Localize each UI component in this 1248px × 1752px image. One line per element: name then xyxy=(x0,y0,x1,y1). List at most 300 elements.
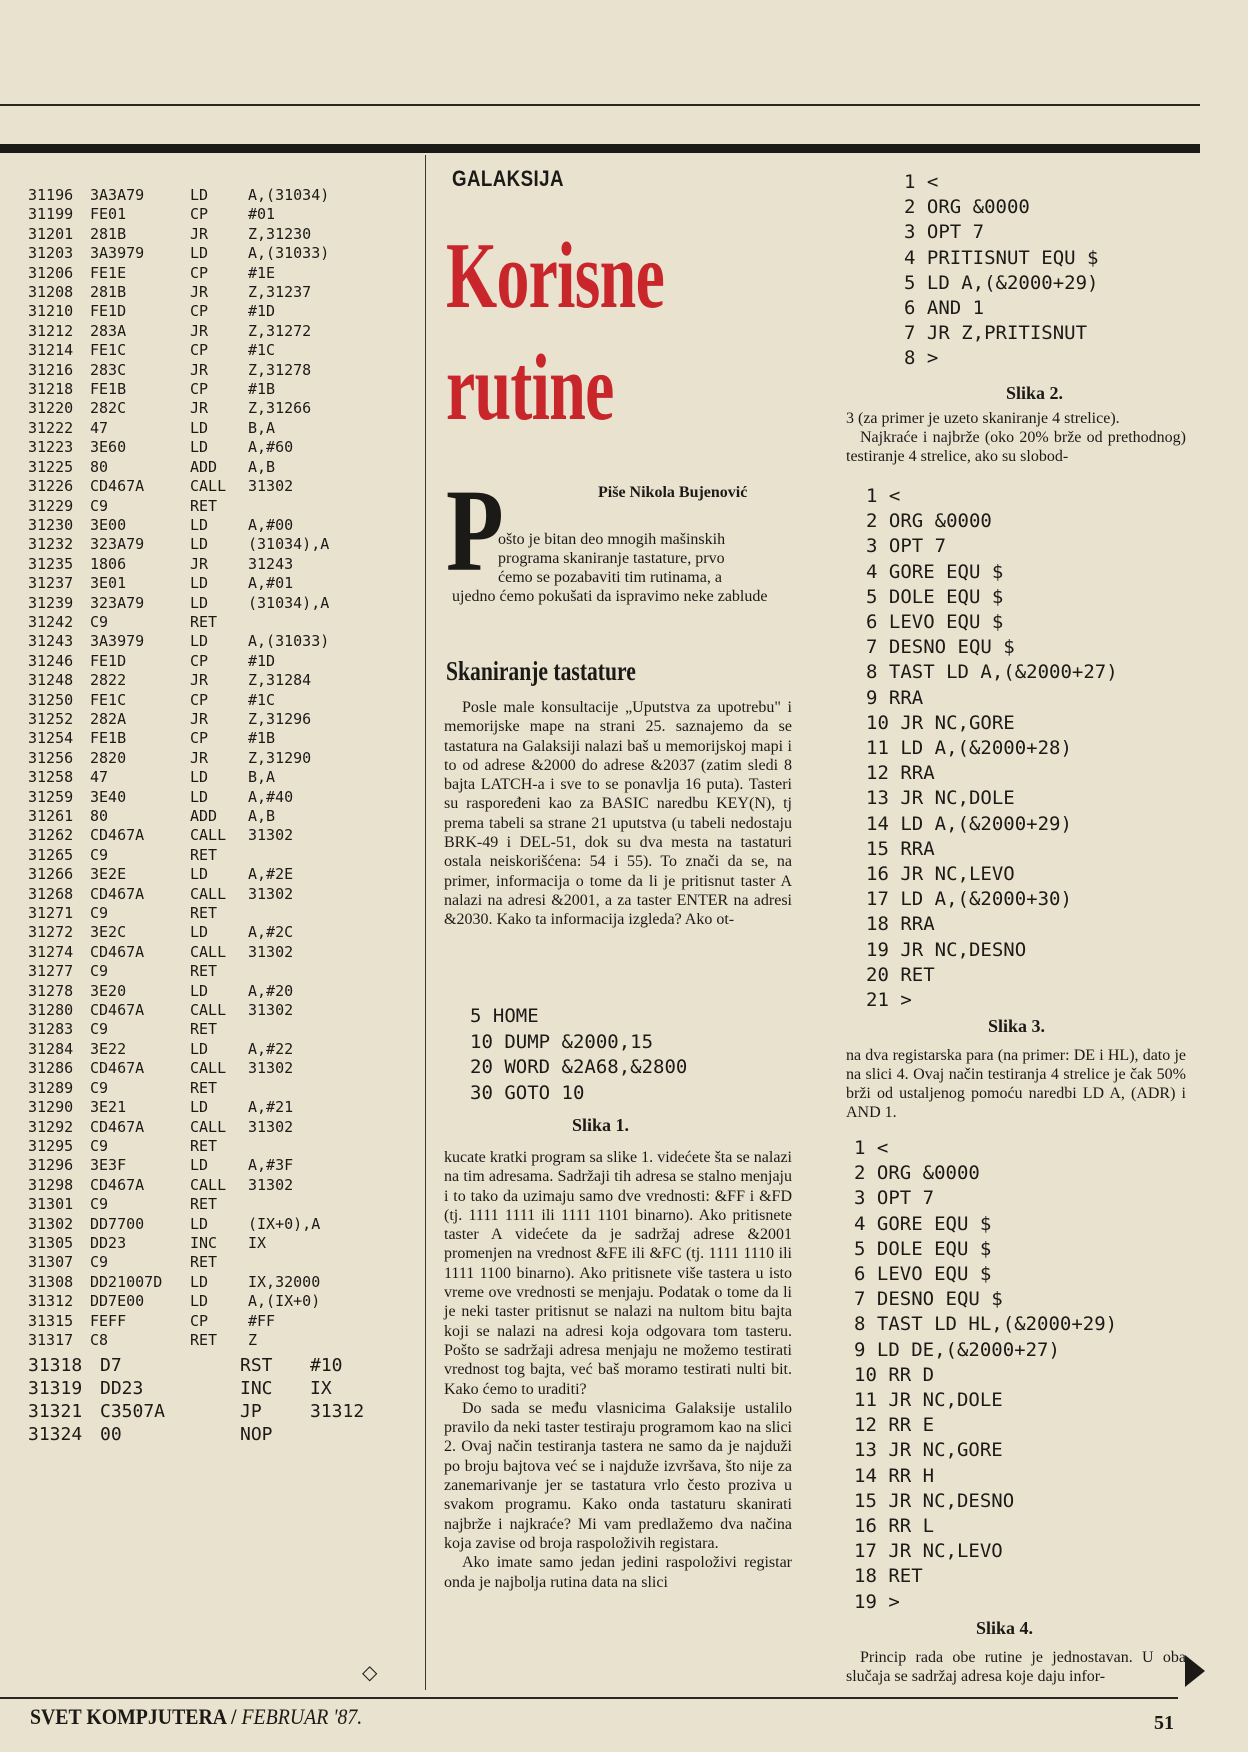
listing-operand: 31302 xyxy=(248,1059,294,1078)
listing-hex: 281B xyxy=(90,224,127,243)
listing-hex: FE01 xyxy=(90,205,127,224)
listing-operand: #1E xyxy=(248,263,276,282)
code-line: 11 JR NC,DOLE xyxy=(854,1389,1003,1412)
listing-hex: C9 xyxy=(90,612,109,631)
listing-hex: CD467A xyxy=(90,1001,145,1020)
listing-operand: 31302 xyxy=(248,826,294,845)
listing-hex: 3E3F xyxy=(90,1156,127,1175)
listing-hex: 3A3979 xyxy=(90,244,145,263)
listing-mnemonic: CP xyxy=(190,341,209,360)
continue-arrow-icon xyxy=(1185,1655,1205,1687)
listing-hex: DD23 xyxy=(90,1233,127,1252)
listing-address: 31296 xyxy=(28,1156,74,1175)
listing-operand: A,(31033) xyxy=(248,244,330,263)
listing-row xyxy=(28,691,418,710)
listing-row xyxy=(28,652,418,671)
listing-mnemonic: LD xyxy=(190,1292,209,1311)
listing-hex: FE1B xyxy=(90,729,127,748)
listing-operand xyxy=(248,846,398,865)
listing-mnemonic: LD xyxy=(190,923,209,942)
listing-mnemonic: JR xyxy=(190,554,209,573)
listing-row xyxy=(28,1040,418,1059)
code-line: 3 OPT 7 xyxy=(866,535,947,558)
listing-mnemonic: RET xyxy=(190,1253,218,1272)
code-line: 11 LD A,(&2000+28) xyxy=(866,737,1072,760)
listing-row xyxy=(28,729,418,748)
listing-mnemonic: CALL xyxy=(190,826,227,845)
listing-operand: 31243 xyxy=(248,554,294,573)
figure-caption-2: Slika 2. xyxy=(1006,383,1064,403)
listing-operand: 31302 xyxy=(248,1175,294,1194)
listing-row xyxy=(28,322,418,341)
code-line: 12 RR E xyxy=(854,1414,935,1437)
code-line: 18 RRA xyxy=(866,913,935,936)
listing-row xyxy=(28,1400,418,1423)
listing-row xyxy=(28,1195,418,1214)
listing-operand: 31312 xyxy=(310,1401,365,1422)
listing-address: 31206 xyxy=(28,263,74,282)
listing-row xyxy=(28,361,418,380)
listing-address: 31321 xyxy=(28,1401,83,1422)
listing-row xyxy=(28,1292,418,1311)
listing-operand: (31034),A xyxy=(248,593,330,612)
listing-row xyxy=(28,283,418,302)
listing-row xyxy=(28,885,418,904)
listing-operand: #1B xyxy=(248,729,276,748)
body-paragraph: Princip rada obe rutine je jednostavan. U oba slučaja se sadržaj adresa koje daju infor- xyxy=(846,1649,1186,1685)
listing-address: 31243 xyxy=(28,632,74,651)
listing-hex: 3E21 xyxy=(90,1098,127,1117)
figure-caption-1: Slika 1. xyxy=(572,1115,630,1135)
listing-mnemonic: CALL xyxy=(190,1175,227,1194)
listing-mnemonic: CP xyxy=(190,263,209,282)
listing-row xyxy=(28,749,418,768)
listing-hex: C9 xyxy=(90,1136,109,1155)
code-line: 5 LD A,(&2000+29) xyxy=(904,271,1099,294)
listing-row xyxy=(28,594,418,613)
listing-address: 31214 xyxy=(28,341,74,360)
listing-address: 31218 xyxy=(28,380,74,399)
listing-address: 31210 xyxy=(28,302,74,321)
listing-address: 31208 xyxy=(28,283,74,302)
listing-address: 31301 xyxy=(28,1195,74,1214)
code-line: 14 RR H xyxy=(854,1464,935,1487)
body-paragraph: kucate kratki program sa slike 1. videćete šta se nalazi na tim adresama. Sadržaji tih adresa se stalno menjaju i to tako da uzimaju samo dve vrednosti: &FF i &FD (tj. 1111 1111 ili 1111 1101 binarno). Ako pritisnete taster A videćete da je sadržaj adrese &2001 promenjen na vrednost &FE ili &FC (tj. 1111 1110 ili 1111 1100 binarno). Ako pritisnete više tastera u isto vreme ove vrednosti se menjaju. Podatak o tome da li je neki taster pritisnut se nalazi na nultom bitu bajta koji se nalazi na adresi koja odgovara tom tasteru. Pošto se sadržaji adresa menjaju ne možemo testirati vrednost tog bajta, već baš moramo testirati nulti bit. Kako ćemo to uraditi? xyxy=(444,1149,792,1398)
listing-mnemonic: CP xyxy=(190,729,209,748)
code-line: 5 DOLE EQU $ xyxy=(866,585,1004,608)
code-line: 17 LD A,(&2000+30) xyxy=(866,888,1072,911)
listing-hex: 3E00 xyxy=(90,515,127,534)
listing-mnemonic: CALL xyxy=(190,884,227,903)
listing-operand: IX xyxy=(248,1233,267,1252)
listing-hex: 3E40 xyxy=(90,787,127,806)
page-number: 51 xyxy=(1154,1712,1174,1734)
listing-hex: C8 xyxy=(90,1330,109,1349)
listing-address: 31268 xyxy=(28,884,74,903)
listing-row xyxy=(28,826,418,845)
listing-hex: 47 xyxy=(90,418,109,437)
listing-operand: 31302 xyxy=(248,942,294,961)
listing-row xyxy=(28,244,418,263)
top-thick-rule xyxy=(0,144,1200,153)
listing-address: 31302 xyxy=(28,1214,74,1233)
listing-row xyxy=(28,962,418,981)
listing-address: 31203 xyxy=(28,244,74,263)
listing-row xyxy=(28,477,418,496)
listing-address: 31305 xyxy=(28,1233,74,1252)
listing-hex: 323A79 xyxy=(90,535,145,554)
listing-hex: C9 xyxy=(90,1195,109,1214)
code-line: 19 > xyxy=(854,1590,900,1613)
listing-row xyxy=(28,943,418,962)
listing-row xyxy=(28,516,418,535)
listing-operand: #01 xyxy=(248,205,276,224)
listing-operand: 31302 xyxy=(248,884,294,903)
code-line: 21 > xyxy=(866,989,912,1012)
listing-mnemonic: CP xyxy=(190,205,209,224)
code-line: 30 GOTO 10 xyxy=(470,1081,585,1104)
listing-address: 31201 xyxy=(28,224,74,243)
listing-hex: 283A xyxy=(90,321,127,340)
listing-row xyxy=(28,768,418,787)
listing-operand: IX xyxy=(310,1378,332,1399)
listing-address: 31212 xyxy=(28,321,74,340)
listing-mnemonic: NOP xyxy=(240,1424,273,1445)
listing-mnemonic: LD xyxy=(190,574,209,593)
listing-hex: CD467A xyxy=(90,1117,145,1136)
listing-hex: DD7E00 xyxy=(90,1292,145,1311)
listing-operand: IX,32000 xyxy=(248,1272,321,1291)
listing-address: 31230 xyxy=(28,515,74,534)
code-line: 12 RRA xyxy=(866,762,935,785)
subheading: Skaniranje tastature xyxy=(446,656,636,686)
listing-operand: A,#01 xyxy=(248,574,294,593)
listing-hex: FE1D xyxy=(90,302,127,321)
listing-mnemonic: CALL xyxy=(190,942,227,961)
listing-mnemonic: INC xyxy=(240,1378,273,1399)
listing-address: 31222 xyxy=(28,418,74,437)
listing-operand xyxy=(248,1137,398,1156)
listing-hex: CD467A xyxy=(90,884,145,903)
code-line: 15 JR NC,DESNO xyxy=(854,1489,1015,1512)
listing-operand: #FF xyxy=(248,1311,276,1330)
body-right-3 xyxy=(846,1648,1186,1686)
body-text-2 xyxy=(444,1148,792,1592)
listing-address: 31229 xyxy=(28,496,74,515)
code-line: 1 < xyxy=(854,1137,889,1159)
listing-mnemonic: RET xyxy=(190,496,218,515)
listing-operand: A,#22 xyxy=(248,1039,294,1058)
listing-mnemonic: RST xyxy=(240,1355,273,1376)
listing-mnemonic: RET xyxy=(190,1330,218,1349)
listing-mnemonic: CALL xyxy=(190,1117,227,1136)
listing-row xyxy=(28,1118,418,1137)
listing-row xyxy=(28,1079,418,1098)
assembly-listing-continued xyxy=(28,1354,418,1446)
listing-operand xyxy=(248,1020,398,1039)
listing-operand: (IX+0),A xyxy=(248,1214,321,1233)
listing-operand: 31302 xyxy=(248,1001,294,1020)
listing-mnemonic: CALL xyxy=(190,477,227,496)
listing-mnemonic: ADD xyxy=(190,807,218,825)
listing-hex: C9 xyxy=(90,1020,109,1039)
code-line: 2 ORG &0000 xyxy=(904,196,1030,219)
body-right-1 xyxy=(846,409,1186,466)
code-line: 18 RET xyxy=(854,1565,923,1588)
drop-cap: P xyxy=(446,465,504,596)
listing-hex: C9 xyxy=(90,962,109,981)
listing-mnemonic: LD xyxy=(190,1156,209,1175)
listing-address: 31226 xyxy=(28,477,74,496)
listing-address: 31308 xyxy=(28,1272,74,1291)
listing-hex: 00 xyxy=(100,1424,122,1445)
listing-operand xyxy=(248,1253,398,1272)
listing-mnemonic: LD xyxy=(190,787,209,806)
figure-caption-4: Slika 4. xyxy=(976,1618,1034,1638)
code-line: 4 GORE EQU $ xyxy=(866,560,1004,583)
assembly-listing xyxy=(28,186,418,1350)
listing-row xyxy=(28,1059,418,1078)
listing-mnemonic: RET xyxy=(190,1020,218,1039)
listing-row xyxy=(28,399,418,418)
listing-row xyxy=(28,458,418,477)
code-figure-4 xyxy=(854,1136,1117,1615)
listing-address: 31274 xyxy=(28,942,74,961)
code-line: 10 DUMP &2000,15 xyxy=(470,1030,654,1053)
listing-address: 31250 xyxy=(28,690,74,709)
code-line: 14 LD A,(&2000+29) xyxy=(866,812,1072,835)
listing-operand xyxy=(248,497,398,516)
listing-mnemonic: LD xyxy=(190,1272,209,1291)
listing-operand: Z,31266 xyxy=(248,399,312,418)
code-line: 6 LEVO EQU $ xyxy=(866,611,1004,634)
listing-operand: B,A xyxy=(248,768,276,787)
listing-hex: C9 xyxy=(90,845,109,864)
listing-operand: 31302 xyxy=(248,1117,294,1136)
listing-hex: 47 xyxy=(90,768,109,787)
listing-mnemonic: CP xyxy=(190,1311,209,1330)
listing-row xyxy=(28,1137,418,1156)
listing-address: 31223 xyxy=(28,438,74,457)
listing-address: 31292 xyxy=(28,1117,74,1136)
listing-address: 31266 xyxy=(28,865,74,884)
listing-mnemonic: LD xyxy=(190,593,209,612)
listing-row xyxy=(28,1215,418,1234)
listing-address: 31232 xyxy=(28,535,74,554)
listing-address: 31239 xyxy=(28,593,74,612)
listing-operand: A,B xyxy=(248,807,276,825)
listing-mnemonic: JR xyxy=(190,399,209,418)
listing-hex: 282C xyxy=(90,399,127,418)
listing-operand: A,#60 xyxy=(248,438,294,457)
listing-row xyxy=(28,225,418,244)
footer-rule xyxy=(0,1697,1178,1699)
listing-operand: #1C xyxy=(248,341,276,360)
listing-mnemonic: INC xyxy=(190,1233,218,1252)
listing-mnemonic: JP xyxy=(240,1401,262,1422)
listing-row xyxy=(28,341,418,360)
listing-row xyxy=(28,497,418,516)
listing-hex: FE1C xyxy=(90,690,127,709)
listing-row xyxy=(28,1234,418,1253)
listing-operand: A,#3F xyxy=(248,1156,294,1175)
listing-row xyxy=(28,419,418,438)
listing-row xyxy=(28,1312,418,1331)
code-line: 6 LEVO EQU $ xyxy=(854,1263,992,1286)
listing-row xyxy=(28,807,418,826)
code-line: 5 DOLE EQU $ xyxy=(854,1237,992,1260)
listing-mnemonic: CALL xyxy=(190,1001,227,1020)
listing-address: 31315 xyxy=(28,1311,74,1330)
listing-address: 31265 xyxy=(28,845,74,864)
body-paragraph: 3 (za primer je uzeto skaniranje 4 strelice). xyxy=(846,410,1120,427)
listing-row xyxy=(28,1001,418,1020)
listing-address: 31220 xyxy=(28,399,74,418)
listing-row xyxy=(28,186,418,205)
listing-mnemonic: LD xyxy=(190,186,209,204)
listing-row xyxy=(28,671,418,690)
listing-row xyxy=(28,438,418,457)
listing-address: 31298 xyxy=(28,1175,74,1194)
listing-hex: CD467A xyxy=(90,1175,145,1194)
listing-operand: #1C xyxy=(248,690,276,709)
code-line: 9 LD DE,(&2000+27) xyxy=(854,1338,1060,1361)
listing-row xyxy=(28,535,418,554)
listing-hex: 80 xyxy=(90,807,109,825)
listing-row xyxy=(28,613,418,632)
magazine-name: SVET KOMPJUTERA xyxy=(30,1704,227,1729)
listing-mnemonic: CP xyxy=(190,380,209,399)
code-line: 15 RRA xyxy=(866,837,935,860)
listing-operand: A,#20 xyxy=(248,981,294,1000)
listing-operand xyxy=(248,962,398,981)
listing-hex: C9 xyxy=(90,1078,109,1097)
listing-hex: D7 xyxy=(100,1355,122,1376)
listing-row xyxy=(28,1176,418,1195)
listing-mnemonic: JR xyxy=(190,360,209,379)
listing-mnemonic: JR xyxy=(190,283,209,302)
listing-row xyxy=(28,1377,418,1400)
listing-hex: 3A3979 xyxy=(90,632,145,651)
section-kicker: GALAKSIJA xyxy=(452,166,564,191)
listing-mnemonic: RET xyxy=(190,1195,218,1214)
listing-address: 31317 xyxy=(28,1330,74,1349)
listing-operand: Z,31278 xyxy=(248,360,312,379)
listing-operand: Z,31284 xyxy=(248,671,312,690)
listing-mnemonic: ADD xyxy=(190,457,218,476)
body-paragraph: Ako imate samo jedan jedini raspoloživi registar onda je najbolja rutina data na slici xyxy=(444,1554,792,1591)
code-line: 2 ORG &0000 xyxy=(854,1162,980,1185)
listing-address: 31254 xyxy=(28,729,74,748)
listing-operand xyxy=(248,1195,398,1214)
body-paragraph: Najkraće i najbrže (oko 20% brže od prethodnog) testiranje 4 strelice, ako su slobod- xyxy=(846,429,1186,465)
listing-row xyxy=(28,1273,418,1292)
listing-row xyxy=(28,865,418,884)
listing-address: 31199 xyxy=(28,205,74,224)
code-figure-2 xyxy=(904,170,1098,372)
listing-hex: C9 xyxy=(90,496,109,515)
listing-address: 31235 xyxy=(28,554,74,573)
listing-address: 31252 xyxy=(28,709,74,728)
listing-row xyxy=(28,1423,418,1446)
code-line: 3 OPT 7 xyxy=(854,1187,935,1210)
body-right-2: na dva registarska para (na primer: DE i HL), dato je na slici 4. Ovaj način testiranja 4 strelice je čak 50% brži od ustaljenog pomoću naredbi LD A, (ADR) i AND 1. xyxy=(846,1047,1186,1121)
listing-row xyxy=(28,710,418,729)
listing-address: 31258 xyxy=(28,768,74,787)
listing-hex: DD23 xyxy=(100,1378,144,1399)
listing-operand: #1D xyxy=(248,651,276,670)
listing-operand: A,(31034) xyxy=(248,186,330,204)
code-line: 1 < xyxy=(866,485,901,507)
listing-address: 31307 xyxy=(28,1253,74,1272)
listing-row xyxy=(28,1331,418,1350)
code-line: 19 JR NC,DESNO xyxy=(866,938,1027,961)
listing-address: 31248 xyxy=(28,671,74,690)
listing-mnemonic: LD xyxy=(190,1039,209,1058)
headline xyxy=(446,220,664,444)
listing-hex: 80 xyxy=(90,457,109,476)
listing-mnemonic: LD xyxy=(190,981,209,1000)
listing-row xyxy=(28,574,418,593)
listing-hex: 3E2C xyxy=(90,923,127,942)
intro-line: ćemo se pozabaviti tim rutinama, a xyxy=(498,569,722,586)
listing-address: 31319 xyxy=(28,1378,83,1399)
code-line: 20 RET xyxy=(866,963,935,986)
listing-row xyxy=(28,788,418,807)
listing-row xyxy=(28,904,418,923)
listing-operand: Z,31290 xyxy=(248,748,312,767)
code-line: 16 RR L xyxy=(854,1515,935,1538)
listing-hex: 323A79 xyxy=(90,593,145,612)
code-line: 13 JR NC,GORE xyxy=(854,1439,1003,1462)
listing-mnemonic: LD xyxy=(190,244,209,263)
listing-hex: FE1C xyxy=(90,341,127,360)
listing-mnemonic: RET xyxy=(190,962,218,981)
listing-operand xyxy=(248,904,398,923)
code-line: 8 > xyxy=(904,347,939,370)
listing-address: 31216 xyxy=(28,360,74,379)
body-paragraph: Do sada se među vlasnicima Galaksije ustalilo pravilo da neki taster testiraju programom kao na slici 2. Ovaj način testiranja tastera ne samo da je najduži po broju bajtova već se i najduže izvršava, što nije za zanemarivanje jer se tastatura vrlo često proziva u svakom programu. Kako onda tastaturu skanirati najbrže i najkraće? Mi vam predlažemo dva načina koja zavise od broja raspoloživih registara. xyxy=(444,1399,792,1552)
listing-mnemonic: LD xyxy=(190,1098,209,1117)
listing-operand: A,#21 xyxy=(248,1098,294,1117)
listing-hex: 283C xyxy=(90,360,127,379)
listing-address: 31312 xyxy=(28,1292,74,1311)
listing-address: 31283 xyxy=(28,1020,74,1039)
body-paragraph-1: Posle male konsultacije „Uputstva za upotrebu" i memorijske mape na strani 25. saznajemo da se tastatura na Galaksiji nalazi baš u memorijskoj mapi i to od adrese &2000 do adrese &2037 (zatim sledi 8 bajta LATCH-a i sve to se ponavlja 16 puta). Tasteri su raspoređeni kao za BASIC naredbu KEY(N), tj prema tabeli sa strane 21 uputstva (u tabeli nedostaju BRK-49 i DEL-51, dok su dva mesta na tastaturi ostala neiskorišćena: 54 i 55). To znači da se, na primer, informacija o tome da li je pritisnut taster A nalazi na adresi &2001, a za taster ENTER na adresi &2030. Kako ta informacija izgleda? Ako ot- xyxy=(444,699,792,929)
listing-hex: 2820 xyxy=(90,748,127,767)
listing-mnemonic: RET xyxy=(190,904,218,923)
code-line: 9 RRA xyxy=(866,686,924,709)
listing-row xyxy=(28,1020,418,1039)
listing-mnemonic: JR xyxy=(190,321,209,340)
listing-address: 31289 xyxy=(28,1078,74,1097)
headline-line-1: Korisne xyxy=(446,224,665,328)
listing-mnemonic: CALL xyxy=(190,1059,227,1078)
listing-row xyxy=(28,846,418,865)
listing-address: 31278 xyxy=(28,981,74,1000)
listing-address: 31271 xyxy=(28,904,74,923)
code-line: 10 JR NC,GORE xyxy=(866,711,1015,734)
listing-address: 31280 xyxy=(28,1001,74,1020)
listing-operand: B,A xyxy=(248,418,276,437)
listing-operand: Z xyxy=(248,1330,258,1349)
code-line: 1 < xyxy=(904,171,939,193)
intro-paragraph xyxy=(452,530,792,606)
listing-row xyxy=(28,632,418,651)
listing-hex: DD7700 xyxy=(90,1214,145,1233)
listing-address: 31196 xyxy=(28,186,74,204)
listing-hex: 1806 xyxy=(90,554,127,573)
